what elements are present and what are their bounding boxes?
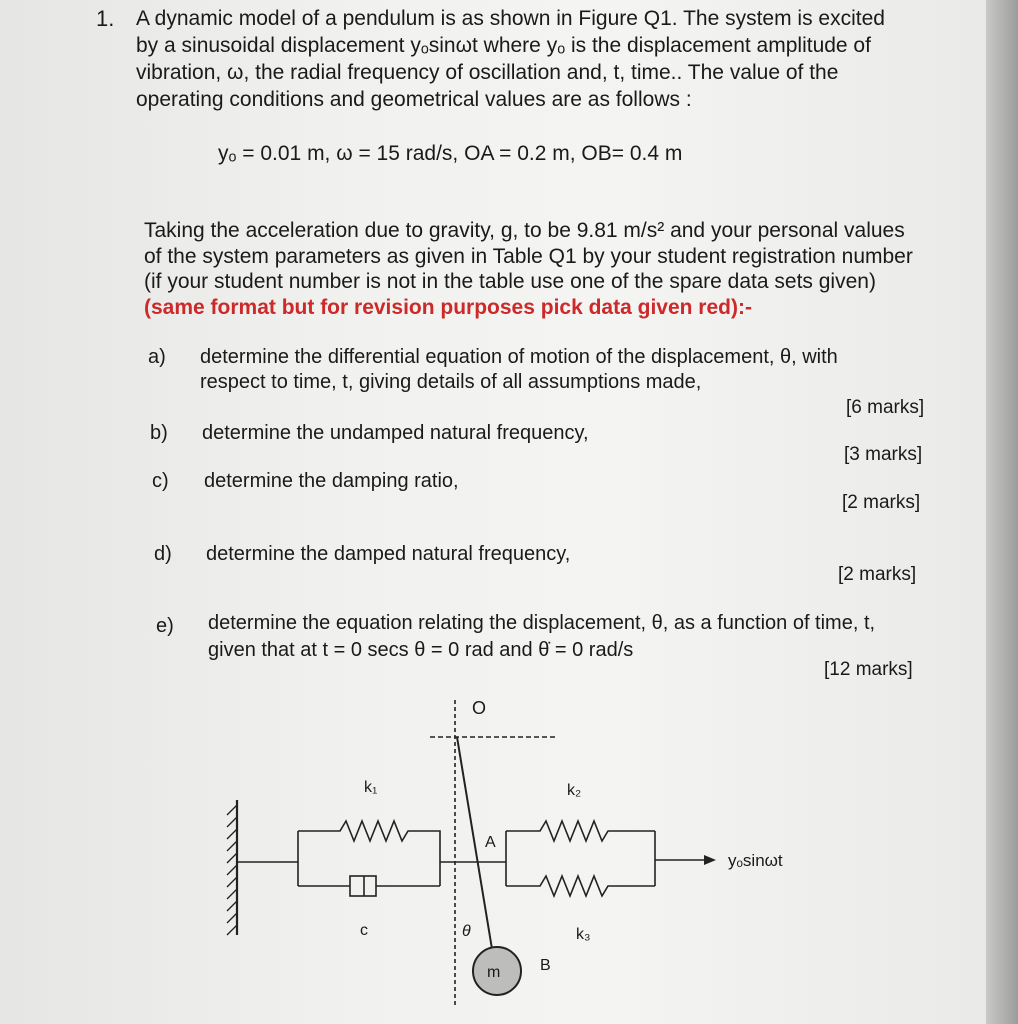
damper-c [298, 862, 440, 896]
part-e-line-1: determine the equation relating the displacement, θ, as a function of time, t, [208, 612, 876, 634]
arrow-head [704, 855, 716, 865]
part-a-label: a) [148, 346, 166, 368]
label-c: c [360, 922, 368, 939]
part-e-label: e) [156, 615, 174, 637]
gravity-line-3: (if your student number is not in the table use one of the spare data sets given) [144, 270, 876, 293]
part-c-line-1: determine the damping ratio, [204, 470, 459, 492]
intro-line-3: vibration, ω, the radial frequency of oscillation and, t, time.. The value of the [136, 61, 839, 84]
part-a-line-1: determine the differential equation of motion of the displacement, θ, with [200, 346, 838, 368]
spring-k3 [506, 876, 655, 896]
part-a-marks: [6 marks] [846, 397, 925, 418]
intro-line-4: operating conditions and geometrical values are as follows : [136, 88, 692, 111]
label-B: B [540, 957, 551, 974]
label-k2: k₂ [567, 782, 582, 799]
gravity-line-1: Taking the acceleration due to gravity, g, to be 9.81 m/s² and your personal values [144, 219, 905, 242]
part-a-line-2: respect to time, t, giving details of all assumptions made, [200, 371, 702, 393]
part-e-line-2: given that at t = 0 secs θ = 0 rad and θ̇ = 0 rad/s [208, 639, 634, 661]
spring-k2 [506, 821, 655, 841]
part-c-label: c) [152, 470, 169, 492]
label-O: O [472, 698, 487, 718]
label-excitation: yₒsinωt [728, 851, 783, 870]
part-b-marks: [3 marks] [844, 444, 923, 465]
part-d-line-1: determine the damped natural frequency, [206, 543, 571, 565]
part-b-label: b) [150, 422, 168, 444]
question-number: 1. [96, 6, 115, 31]
label-theta: θ [462, 923, 471, 940]
label-A: A [485, 834, 496, 851]
part-d-marks: [2 marks] [838, 564, 917, 585]
spring-k1 [298, 821, 440, 862]
intro-line-1: A dynamic model of a pendulum is as shown in Figure Q1. The system is excited [136, 7, 885, 30]
revision-note: (same format but for revision purposes pick data given red):- [144, 296, 752, 319]
wall-hatching [227, 805, 237, 935]
operating-values: yₒ = 0.01 m, ω = 15 rad/s, OA = 0.2 m, OB= 0.4 m [218, 142, 683, 165]
part-d-label: d) [154, 543, 172, 565]
gravity-line-2: of the system parameters as given in Table Q1 by your student registration number [144, 245, 913, 268]
part-c-marks: [2 marks] [842, 492, 921, 513]
label-k1: k₁ [364, 779, 378, 796]
label-m: m [487, 964, 501, 981]
label-k3: k₃ [576, 926, 591, 943]
part-b-line-1: determine the undamped natural frequency, [202, 422, 589, 444]
intro-line-2: by a sinusoidal displacement yₒsinωt where yₒ is the displacement amplitude of [136, 34, 871, 57]
part-e-marks: [12 marks] [824, 659, 913, 680]
